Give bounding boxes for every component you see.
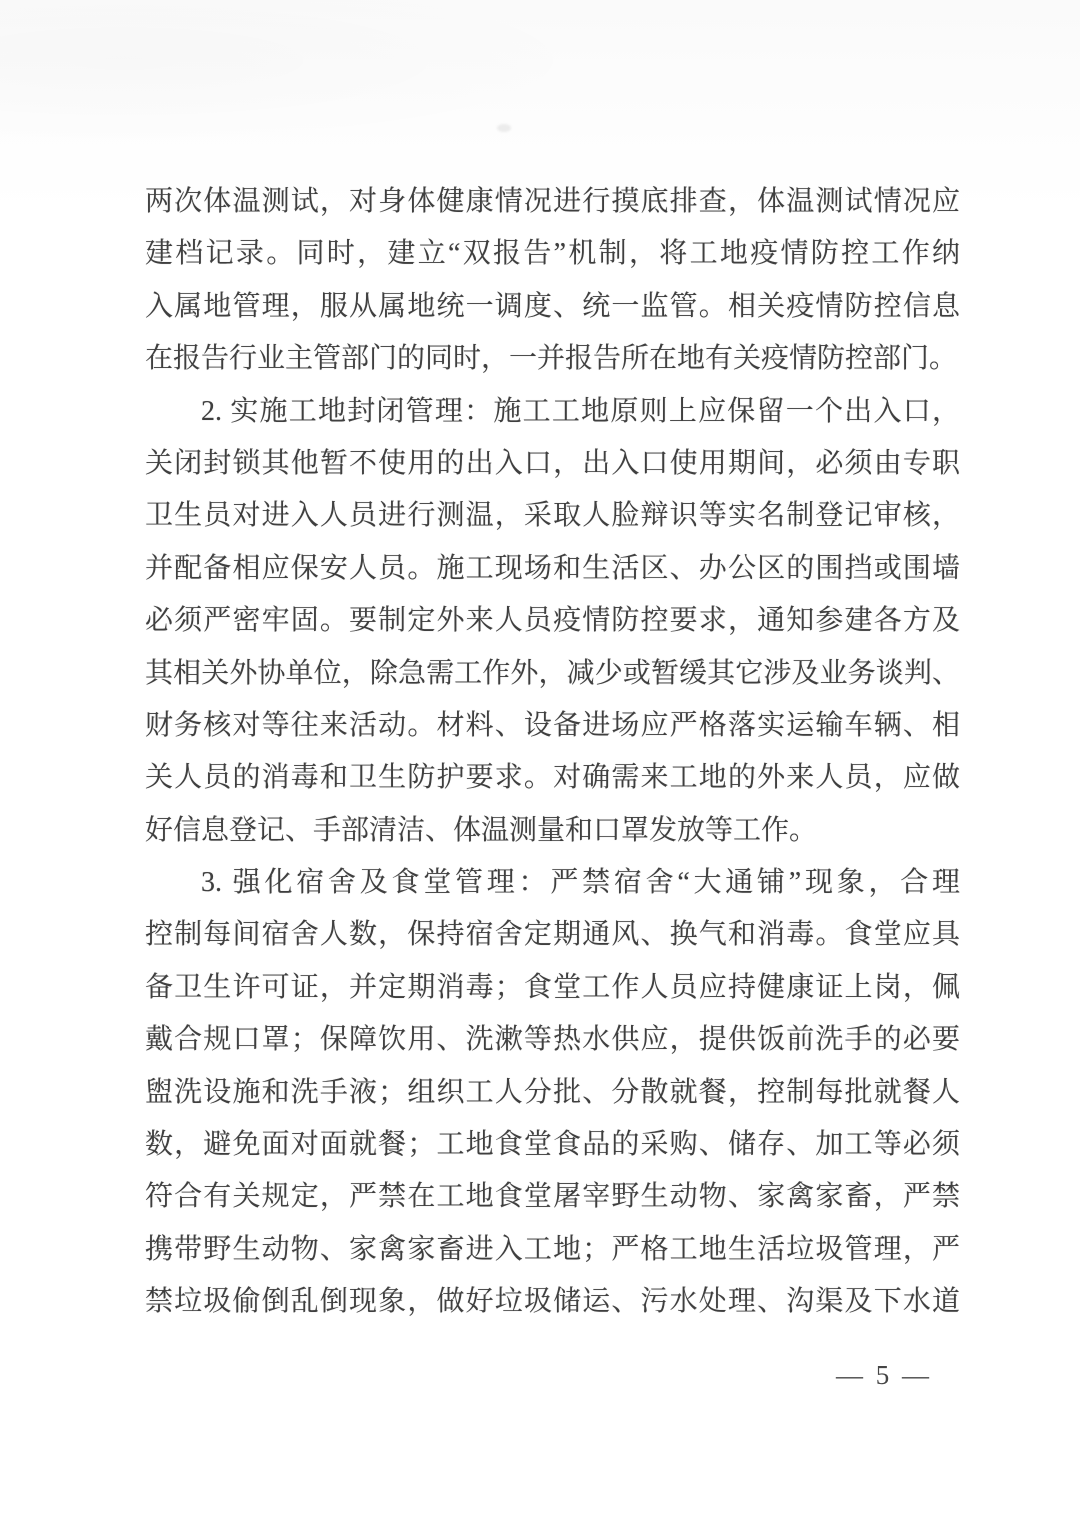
text-line: 数，避免面对面就餐；工地食堂食品的采购、储存、加工等必须 bbox=[145, 1129, 960, 1161]
scan-speck bbox=[497, 124, 511, 132]
text-line: 关闭封锁其他暂不使用的出入口，出入口使用期间，必须由专职 bbox=[145, 447, 960, 479]
text-line: 好信息登记、手部清洁、体温测量和口罩发放等工作。 bbox=[145, 814, 818, 846]
text-line: 2. 实施工地封闭管理：施工工地原则上应保留一个出入口， bbox=[201, 395, 960, 427]
text-line: 财务核对等往来活动。材料、设备进场应严格落实运输车辆、相 bbox=[145, 709, 960, 741]
text-line: 卫生员对进入人员进行测温，采取人脸辩识等实名制登记审核， bbox=[145, 500, 960, 532]
text-line: 备卫生许可证，并定期消毒；食堂工作人员应持健康证上岗，佩 bbox=[145, 971, 960, 1003]
text-line: 两次体温测试，对身体健康情况进行摸底排查，体温测试情况应 bbox=[145, 186, 960, 217]
text-line: 盥洗设施和洗手液；组织工人分批、分散就餐，控制每批就餐人 bbox=[145, 1076, 960, 1108]
text-line: 并配备相应保安人员。施工现场和生活区、办公区的围挡或围墙 bbox=[145, 552, 960, 584]
text-line: 入属地管理，服从属地统一调度、统一监管。相关疫情防控信息 bbox=[145, 290, 960, 322]
text-line: 控制每间宿舍人数，保持宿舍定期通风、换气和消毒。食堂应具 bbox=[145, 919, 960, 951]
text-line: 其相关外协单位，除急需工作外，减少或暂缓其它涉及业务谈判、 bbox=[145, 657, 960, 689]
text-line: 在报告行业主管部门的同时，一并报告所在地有关疫情防控部门。 bbox=[145, 343, 958, 375]
document-body bbox=[145, 176, 960, 1329]
scan-smudge bbox=[0, 0, 620, 150]
text-line: 戴合规口罩；保障饮用、洗漱等热水供应，提供饭前洗手的必要 bbox=[145, 1024, 960, 1056]
text-line: 符合有关规定，严禁在工地食堂屠宰野生动物、家禽家畜，严禁 bbox=[145, 1181, 960, 1213]
page-number: — 5 — bbox=[836, 1360, 932, 1390]
text-line: 建档记录。同时，建立“双报告”机制，将工地疫情防控工作纳 bbox=[145, 238, 960, 270]
text-line: 关人员的消毒和卫生防护要求。对确需来工地的外来人员，应做 bbox=[145, 762, 960, 794]
text-line: 必须严密牢固。要制定外来人员疫情防控要求，通知参建各方及 bbox=[145, 605, 960, 637]
text-line: 携带野生动物、家禽家畜进入工地；严格工地生活垃圾管理，严 bbox=[145, 1233, 960, 1265]
text-line: 禁垃圾偷倒乱倒现象，做好垃圾储运、污水处理、沟渠及下水道 bbox=[145, 1286, 960, 1318]
text-line: 3. 强化宿舍及食堂管理：严禁宿舍“大通铺”现象，合理 bbox=[201, 867, 960, 899]
